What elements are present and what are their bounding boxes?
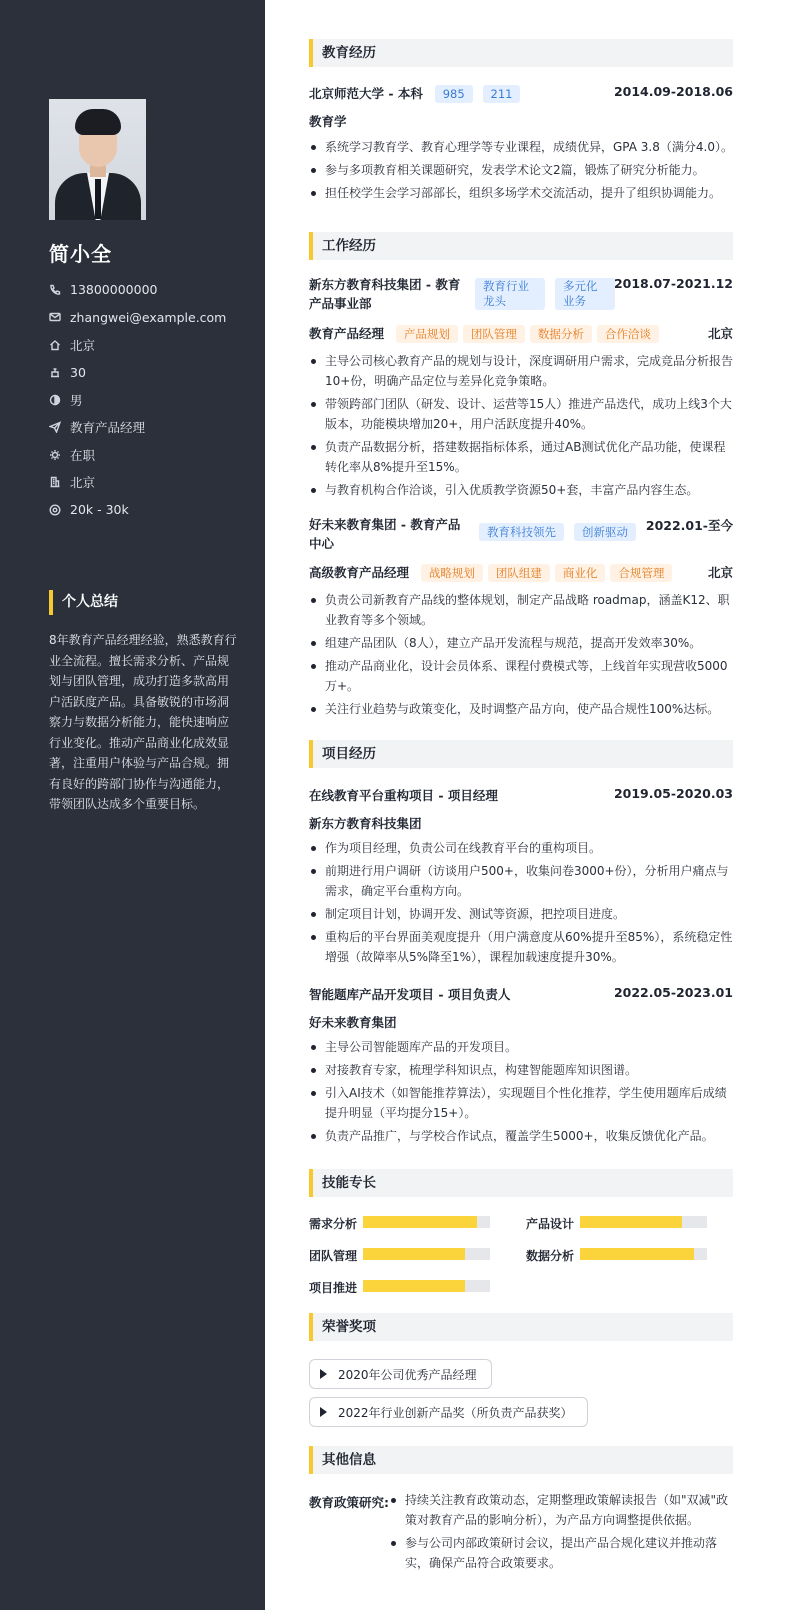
job1-date: 2018.07-2021.12 xyxy=(613,276,733,291)
send-icon xyxy=(49,421,61,433)
job2-skill-3: 合规管理 xyxy=(610,564,672,582)
info-gender xyxy=(49,386,226,414)
education-bullets xyxy=(309,137,733,206)
summary-title: 个人总结 xyxy=(49,590,118,615)
job2-skill-2: 商业化 xyxy=(555,564,606,582)
info-age-text: 30 xyxy=(70,364,86,380)
job1-skill-2: 数据分析 xyxy=(530,325,592,343)
info-city-text: 北京 xyxy=(70,475,96,491)
award-item[interactable] xyxy=(309,1359,492,1389)
list-item: 作为项目经理，负责公司在线教育平台的重构项目。 xyxy=(309,838,733,858)
info-status-text: 在职 xyxy=(70,447,96,463)
phone-icon xyxy=(49,284,61,296)
job1-role: 教育产品经理 xyxy=(309,326,385,341)
skill-bar-4 xyxy=(363,1280,490,1292)
list-item: 制定项目计划，协调开发、测试等资源，把控项目进度。 xyxy=(309,904,733,924)
award-item[interactable] xyxy=(309,1397,588,1427)
skill-label-1: 产品设计 xyxy=(526,1217,575,1231)
info-salary-text: 20k - 30k xyxy=(70,502,129,518)
skill-fill-0 xyxy=(363,1216,477,1228)
list-item: 参与多项教育相关课题研究，发表学术论文2篇，锻炼了研究分析能力。 xyxy=(309,160,733,180)
skill-bar-0 xyxy=(363,1216,490,1228)
job2-tag-1: 创新驱动 xyxy=(574,523,636,541)
list-item: 组建产品团队（8人），建立产品开发流程与规范，提高开发效率30%。 xyxy=(309,633,733,653)
list-item: 负责产品推广，与学校合作试点，覆盖学生5000+，收集反馈优化产品。 xyxy=(309,1126,733,1146)
job1-bullets xyxy=(309,351,733,503)
info-phone xyxy=(49,276,226,304)
job1-tag-0: 教育行业龙头 xyxy=(475,278,545,310)
section-projects-title: 项目经历 xyxy=(309,740,733,768)
education-header xyxy=(309,84,733,104)
list-item: 担任校学生会学习部部长，组织多场学术交流活动，提升了组织协调能力。 xyxy=(309,183,733,203)
job2-company: 好未来教育集团 - 教育产品中心 xyxy=(309,517,461,551)
gender-icon xyxy=(49,394,61,406)
job2-city: 北京 xyxy=(707,565,733,580)
project2-bullets xyxy=(309,1037,733,1149)
list-item: 主导公司核心教育产品的规划与设计，深度调研用户需求，完成竞品分析报告10+份，明确产品定位与差异化竞争策略。 xyxy=(309,351,733,391)
skill-label-4: 项目推进 xyxy=(309,1281,358,1295)
job1-skill-0: 产品规划 xyxy=(396,325,458,343)
info-address-text: 北京 xyxy=(70,337,96,353)
skill-bar-3 xyxy=(580,1248,707,1260)
info-email-text: zhangwei@example.com xyxy=(70,309,227,325)
sidebar xyxy=(0,0,265,1610)
other-label: 教育政策研究: xyxy=(309,1495,389,1510)
list-item: 负责公司新教育产品线的整体规划，制定产品战略 roadmap，涵盖K12、职业教育等多个领域。 xyxy=(309,590,733,630)
building-icon xyxy=(49,476,61,488)
job1-skill-1: 团队管理 xyxy=(463,325,525,343)
list-item: 参与公司内部政策研讨会议，提出产品合规化建议并推动落实，确保产品符合政策要求。 xyxy=(389,1533,733,1573)
info-salary xyxy=(49,496,226,524)
info-phone-text: 13800000000 xyxy=(70,282,158,298)
skill-fill-2 xyxy=(363,1248,465,1260)
skill-bar-2 xyxy=(363,1248,490,1260)
expand-arrow-icon xyxy=(320,1407,327,1417)
job2-skill-0: 战略规划 xyxy=(421,564,483,582)
job2-tag-0: 教育科技领先 xyxy=(479,523,564,541)
list-item: 主导公司智能题库产品的开发项目。 xyxy=(309,1037,733,1057)
list-item: 重构后的平台界面美观度提升（用户满意度从60%提升至85%），系统稳定性增强（故障率从5%降至1%），课程加载速度提升30%。 xyxy=(309,927,733,967)
list-item: 对接教育专家，梳理学科知识点，构建智能题库知识图谱。 xyxy=(309,1060,733,1080)
list-item: 与教育机构合作洽谈，引入优质教学资源50+套，丰富产品内容生态。 xyxy=(309,480,733,500)
education-major: 教育学 xyxy=(309,114,347,129)
award-text: 2022年行业创新产品奖（所负责产品获奖） xyxy=(338,1405,573,1420)
list-item: 引入AI技术（如智能推荐算法），实现题目个性化推荐，学生使用题库后成绩提升明显（平均提分15+）。 xyxy=(309,1083,733,1123)
list-item: 前期进行用户调研（访谈用户500+，收集问卷3000+份），分析用户痛点与需求，确定平台重构方向。 xyxy=(309,861,733,901)
section-skills-title: 技能专长 xyxy=(309,1169,733,1197)
project1-org: 新东方教育科技集团 xyxy=(309,816,422,831)
job2-bullets xyxy=(309,590,733,722)
skill-label-0: 需求分析 xyxy=(309,1217,358,1231)
summary-text: 8年教育产品经理经验，熟悉教育行业全流程。擅长需求分析、产品规划与团队管理，成功打造多款高用户活跃度产品。具备敏锐的市场洞察力与数据分析能力，能快速响应行业变化。推动产品商业化成效显著，注重用户体验与产品合规。拥有良好的跨部门协作与沟通能力，带领团队达成多个重要目标。 xyxy=(49,633,237,811)
status-icon xyxy=(49,449,61,461)
home-icon xyxy=(49,339,61,351)
calendar-icon xyxy=(49,366,61,378)
other-bullets xyxy=(389,1490,733,1576)
info-age xyxy=(49,359,226,387)
project2-name: 智能题库产品开发项目 - 项目负责人 xyxy=(309,987,511,1002)
info-email xyxy=(49,304,226,332)
info-job-text: 教育产品经理 xyxy=(70,420,146,436)
skill-fill-4 xyxy=(363,1280,465,1292)
job1-city: 北京 xyxy=(707,326,733,341)
list-item: 关注行业趋势与政策变化，及时调整产品方向，使产品合规性100%达标。 xyxy=(309,699,733,719)
info-gender-text: 男 xyxy=(70,392,83,408)
job1-role-row xyxy=(309,324,733,344)
info-city xyxy=(49,469,226,497)
skill-bar-1 xyxy=(580,1216,707,1228)
section-work-title: 工作经历 xyxy=(309,232,733,260)
info-job xyxy=(49,414,226,442)
salary-icon xyxy=(49,504,61,516)
contact-info-list xyxy=(49,276,226,524)
expand-arrow-icon xyxy=(320,1369,327,1379)
school-tag-211: 211 xyxy=(483,85,521,103)
project1-bullets xyxy=(309,838,733,970)
profile-name: 简小全 xyxy=(49,242,112,266)
avatar xyxy=(49,99,146,220)
skill-label-2: 团队管理 xyxy=(309,1249,358,1263)
school-name: 北京师范大学 - 本科 xyxy=(309,86,423,101)
award-text: 2020年公司优秀产品经理 xyxy=(338,1367,477,1382)
school-tag-985: 985 xyxy=(435,85,473,103)
job2-date: 2022.01-至今 xyxy=(645,518,733,533)
info-address xyxy=(49,331,226,359)
project1-name: 在线教育平台重构项目 - 项目经理 xyxy=(309,788,498,803)
project2-date: 2022.05-2023.01 xyxy=(613,985,733,1000)
section-awards-title: 荣誉奖项 xyxy=(309,1313,733,1341)
job1-tag-1: 多元化业务 xyxy=(555,278,615,310)
section-other-title: 其他信息 xyxy=(309,1446,733,1474)
job1-skill-3: 合作洽谈 xyxy=(597,325,659,343)
project1-date: 2019.05-2020.03 xyxy=(613,786,733,801)
list-item: 系统学习教育学、教育心理学等专业课程，成绩优异，GPA 3.8（满分4.0）。 xyxy=(309,137,733,157)
info-status xyxy=(49,441,226,469)
list-item: 持续关注教育政策动态，定期整理政策解读报告（如"双减"政策对教育产品的影响分析），为产品方向调整提供依据。 xyxy=(389,1490,733,1530)
list-item: 推动产品商业化，设计会员体系、课程付费模式等，上线首年实现营收5000万+。 xyxy=(309,656,733,696)
list-item: 带领跨部门团队（研发、设计、运营等15人）推进产品迭代，成功上线3个大版本，功能模块增加20+，用户活跃度提升40%。 xyxy=(309,394,733,434)
section-education-title: 教育经历 xyxy=(309,39,733,67)
list-item: 负责产品数据分析，搭建数据指标体系，通过AB测试优化产品功能，使课程转化率从8%提升至15%。 xyxy=(309,437,733,477)
job2-skill-1: 团队组建 xyxy=(488,564,550,582)
mail-icon xyxy=(49,311,61,323)
skill-fill-1 xyxy=(580,1216,682,1228)
project2-org: 好未来教育集团 xyxy=(309,1015,397,1030)
job2-role: 高级教育产品经理 xyxy=(309,565,410,580)
job1-company-full: 新东方教育科技集团 - 教育产品事业部 xyxy=(309,277,461,311)
job2-role-row xyxy=(309,563,733,583)
skill-label-3: 数据分析 xyxy=(526,1249,575,1263)
education-date: 2014.09-2018.06 xyxy=(613,84,733,99)
skill-fill-3 xyxy=(580,1248,694,1260)
